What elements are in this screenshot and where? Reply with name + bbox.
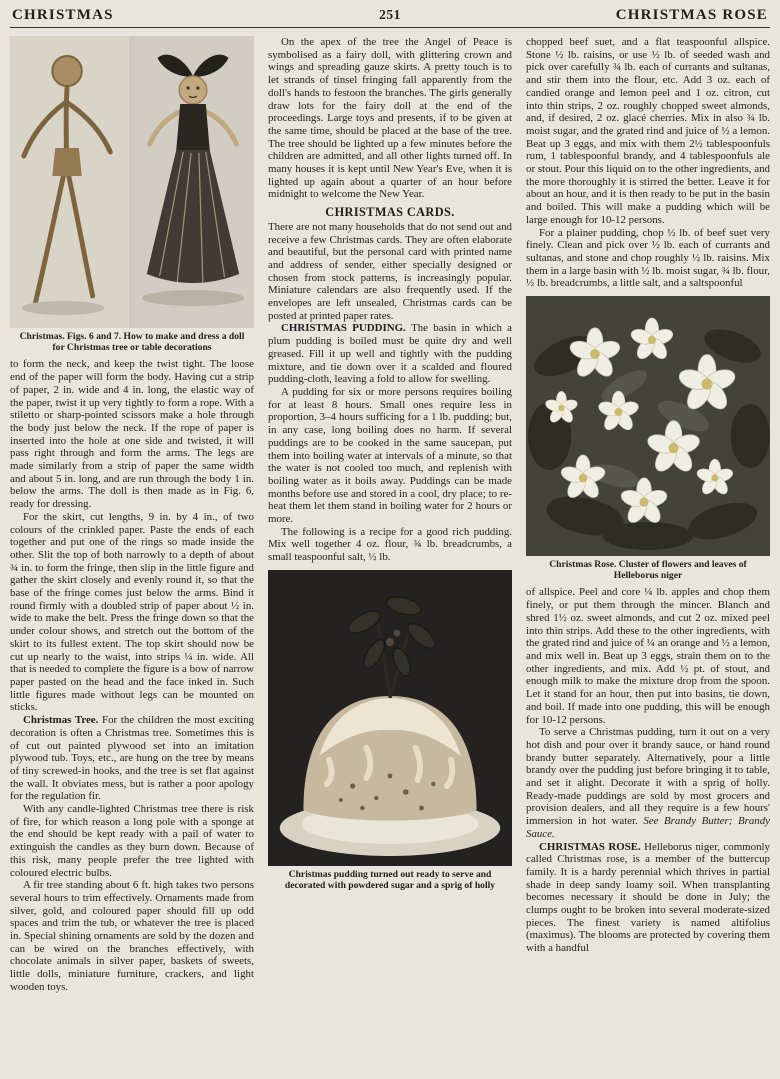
dolls-caption: Christmas. Figs. 6 and 7. How to make and dress a doll for Christmas tree or table decorations <box>19 331 245 354</box>
figure-dolls <box>10 36 254 353</box>
paragraph: A pudding for six or more persons requires boiling for at least 8 hours. Small ones require less in proportion, 3–4 hours sufficing for a 1 lb. pudding; but, in any case, long boiling does no harm. If several puddings are to be cooked in the same saucepan, put them into boiling water at intervals of a minute, so that the water is not cooled too much, and replenish with boiling water as it boils away. Puddings can be made months before use and stored in a cool, dry place; to re-heat them let them stand in boiling water for 2 hours or more. <box>268 385 512 526</box>
rose-photo <box>526 296 770 556</box>
paragraph: There are not many households that do not send out and receive a few Christmas cards. They are often elaborate and beautiful, but the personal card with printed name and address of sender, either specially designed or chosen from stock patterns, is increasingly popular. Miniature calendars are also frequently used. If the envelopes are left unsealed, Christmas cards can be posted at printed paper rates. <box>268 220 512 322</box>
columns <box>10 36 770 994</box>
figure-pudding <box>268 570 512 891</box>
column-left <box>10 36 254 994</box>
paragraph <box>268 322 512 386</box>
paragraph: chopped beef suet, and a flat teaspoonful allspice. Stone ½ lb. raisins, or use ½ lb. of seeded wash and pick over carefully ¾ lb. each of currants and sultanas, and stir them into the flour, etc. Add 3 oz. each of candied orange and lemon peel and 1 oz. citron, cut into thin strips, 2 oz. roughly chopped sweet almonds, and, if desired, 2 oz. glacé cherries. Mix in also ¾ lb. moist sugar, and the grated rind and juice of ½ a lemon. Beat up 3 eggs, and mix with them 2½ tablespoonfuls rum, 1 tablespoonful brandy, and 4 tablespoonfuls ale or stout. Pour this liquid on to the other ingredients, and the more thoroughly it is stirred the better. Leave it for about an hour, and it is then ready to be put in the basin and boiled. This will make a pudding which will be large enough for 10-12 persons. <box>526 36 770 226</box>
paper-dolls-illustration <box>10 36 254 328</box>
header-rule <box>10 27 770 28</box>
christmas-rose-illustration <box>526 296 770 556</box>
page-number: 251 <box>379 7 401 22</box>
paragraph <box>10 714 254 803</box>
pudding-photo <box>268 570 512 866</box>
section-text: The basin in which a plum pudding is boiled must be quite dry and well greased. Fill it up well and tightly with the pudding mixture, and tie down over it a scalded and floured pudding-cloth, leaving a fold to allow for swelling. <box>268 322 513 386</box>
column-middle <box>268 36 512 994</box>
section-text: Helleborus niger, commonly called Christmas rose, is a member of the buttercup family. It is a hardy perennial which thrives in partial shade in deep sandy loamy soil. When transplanting becomes necessary it should be done in July; the clumps ought to be broken into several moderate-sized pieces. The finest variety is named altifolius (maximus). The blooms are protected by covering them with a handful <box>526 840 770 955</box>
paragraph: of allspice. Peel and core ¼ lb. apples and chop them finely, or put them through the mincer. Blanch and shred 1½ oz. sweet almonds, and cut 2 oz. mixed peel into thin strips. Add these to the other ingredients, with the grated rind and juice of ¼ an orange and ½ a lemon, and mix well in. Beat up 3 eggs, strain them on to the other ingredients, and mix. Add ½ pt. of stout, and enough milk to make the mixture drop from the spoon. Let it stand for an hour, then put into basins, tie down, and boil. If made into one pudding, this will be enough for 10-12 persons. <box>526 586 770 726</box>
section-text: For the children the most exciting decoration is often a Christmas tree. Sometimes this is of cut out painted plywood set into an imitation plywood tub. Toys, etc., are hung on the tree by means of tiny screwed-in hooks, and the tree is set flat against the wall. It obviates mess, but is rather a poor apology for the regulation fir. <box>10 714 254 803</box>
paragraph: On the apex of the tree the Angel of Peace is symbolised as a fairy doll, with glittering crown and wings and spreading gauze skirts. A pretty touch is to let strands of tinsel fringing fall apparently from the doll's hands to festoon the branches. The girls generally draw lots for the fairy doll at the end of the proceedings. Large toys and presents, if to be given at the same time, should be placed at the base of the tree. The tree should be lighted up a few minutes before the children are admitted, and all other lights turned off. In many houses it is kept until New Year's Eve, when it is lighted up again about a quarter of an hour before midnight to welcome the New Year. <box>268 36 512 201</box>
pudding-caption: Christmas pudding turned out ready to serve and decorated with powdered sugar and a sprig of holly <box>284 868 496 892</box>
section-heading-christmas-rose: CHRISTMAS ROSE. <box>539 840 645 853</box>
paragraph: to form the neck, and keep the twist tight. The loose end of the paper will form the body. Having cut a strip of paper, 2 in. wide and 4 in. long, the elastic way of the paper, twist it up very tightly to form a rope. With a stiletto or sharp-pointed scissors make a hole through the body just below the neck. If the rope of paper is inserted into the hole at one side and twisted, it will pass right through and form the arms. The legs are made similarly from a strip of paper the same width and about 5 in. long, and are run through the body 1 in. below the arms. The doll is then made as in Fig. 6, ready for dressing. <box>10 358 254 511</box>
paragraph <box>526 726 770 840</box>
section-heading-christmas-pudding: CHRISTMAS PUDDING. <box>281 322 412 335</box>
see-also-reference: See Brandy Butter; Brandy Sauce. <box>526 815 770 840</box>
running-head-left: CHRISTMAS <box>12 7 114 23</box>
paragraph: For a plainer pudding, chop ½ lb. of beef suet very finely. Clean and pick over ½ lb. each of currants and sultanas, and stone and chop roughly ½ lb. raisins. Mix them in a large basin with ½ lb. moist sugar, ¾ lb. flour, ½ lb. breadcrumbs, a little salt, and a saltspoonful <box>526 226 770 290</box>
paragraph: The following is a recipe for a good rich pudding. Mix well together 4 oz. flour, ¾ lb. breadcrumbs, a small teaspoonful salt, ½ lb. <box>268 525 512 564</box>
paragraph-text: To serve a Christmas pudding, turn it out on a very hot dish and pour over it brandy sauce, or hand round brandy butter separately. Alternatively, pour a little brandy over the pudding just before bringing it to table, and set it alight. Decorate it with a sprig of holly. Ready-made puddings are sold by most grocers and provision dealers, and all they require is a few hours' immersion in hot water. <box>526 726 770 828</box>
page-header <box>10 7 770 27</box>
running-head-right: CHRISTMAS ROSE <box>615 7 768 23</box>
figure-christmas-rose <box>526 296 770 581</box>
rose-caption: Christmas Rose. Cluster of flowers and leaves of Helleborus niger <box>549 559 747 582</box>
paragraph <box>526 841 770 955</box>
section-heading-christmas-tree: Christmas Tree. <box>23 714 103 727</box>
paragraph: For the skirt, cut lengths, 9 in. by 4 in., of two colours of the crinkled paper. Paste the ends of each together and put one of the rings so made inside the other. Slit the top of both narrowly to a depth of about ¾ in. to form the fringe, then slip in the little figure and gather the skirt closely and evenly round it, so that the base of the fringe comes just below the arms. Bind it round firmly with a doubled strip of paper about ½ in. wide to make the belt. Press the fringe down so that the under colour shows, and stretch out the bottom of the skirt to its fullest extent. The top skirt should now be cut up nearly to the waist, into strips ¼ in. wide. All that is needed to complete the figure is a bow of narrow paper pasted on the head and the face inked in. Such little figures made without legs can be mounted on sticks. <box>10 510 254 714</box>
column-right <box>526 36 770 994</box>
dolls-photo <box>10 36 254 328</box>
paragraph: With any candle-lighted Christmas tree there is risk of fire, for which reason a long pole with a sponge at the end should be kept ready with a pail of water to extinguish the candles as they burn down. Because of this risk, many people prefer the tree lighted with coloured electric bulbs. <box>10 803 254 879</box>
section-heading-christmas-cards: CHRISTMAS CARDS. <box>325 205 455 220</box>
paragraph: A fir tree standing about 6 ft. high takes two persons several hours to trim effectively. Ornaments made from silver, gold, and coloured paper should fill up odd spaces and trim the tub, or whatever the tree is placed in. Special shining ornaments are sold by the dozen and can be wired on the branches effectively, with chocolate animals in silver paper, baskets of sweets, little dolls, miniature furniture, crackers, and light wooden toys. <box>10 879 254 993</box>
christmas-pudding-illustration <box>268 570 512 866</box>
